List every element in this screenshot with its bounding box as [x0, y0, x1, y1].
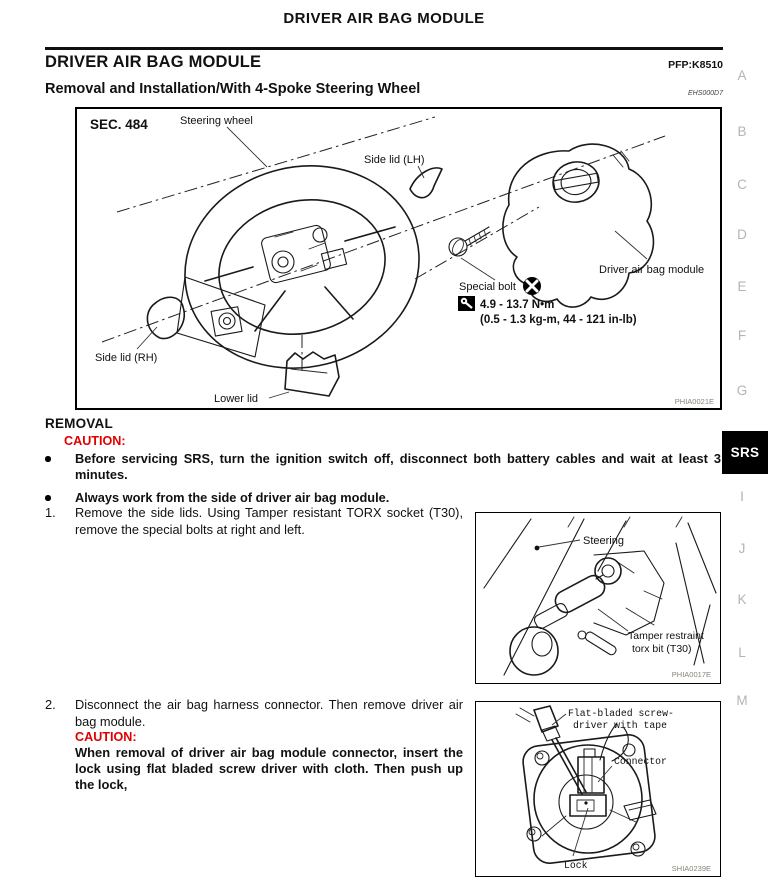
- figure-connector-lock: [475, 701, 721, 877]
- do-not-reuse-icon: [523, 277, 541, 295]
- side-lid-lh-shape: [410, 168, 442, 198]
- steering-wheel-exploded-drawing: [77, 109, 720, 408]
- margin-letter-k: K: [737, 592, 747, 607]
- hub-connector-circle: [313, 228, 327, 242]
- step-text: Remove the side lids. Using Tamper resistant TORX socket (T30), remove the special bolts at right and left.: [75, 505, 463, 537]
- corner-bolt-br-inner: [633, 844, 639, 850]
- lower-lid-detail: [291, 369, 327, 373]
- subsection-code: EHS000D7: [687, 90, 723, 97]
- hub-circle-inner: [278, 257, 288, 267]
- margin-letter-e: E: [737, 279, 747, 294]
- step-1: [45, 505, 463, 538]
- leader-connector: [598, 766, 612, 782]
- label-screwdriver-line2: driver with tape: [573, 720, 668, 731]
- small-bolt-head: [578, 631, 586, 639]
- label-connector: Connector: [614, 756, 667, 767]
- leader-side-lid-rh: [137, 327, 157, 349]
- bolt-head-slot: [450, 238, 465, 256]
- screwdriver-handle: [534, 706, 558, 732]
- screwdriver-shaft: [552, 738, 586, 794]
- bracket-hole-inner: [224, 318, 231, 325]
- margin-letter-j: J: [738, 541, 746, 556]
- bracket-hole: [211, 307, 242, 336]
- module-back-plate: [521, 733, 656, 865]
- label-side-lid-rh: Side lid (RH): [95, 352, 158, 364]
- subsection-header-row: [45, 81, 723, 97]
- hub-circle: [272, 251, 294, 273]
- leader-special-bolt: [461, 258, 495, 280]
- section-header-row: [45, 53, 723, 72]
- bit-head-outer: [595, 558, 621, 584]
- margin-letter-a: A: [737, 68, 747, 83]
- figure-steering-wheel-exploded: [75, 107, 722, 410]
- list-item: [45, 490, 721, 506]
- wheel-rim-outer: [163, 141, 440, 392]
- label-side-lid-lh: Side lid (LH): [364, 154, 425, 166]
- header-rule: [45, 47, 723, 50]
- label-screwdriver-line1: Flat-bladed screw-: [568, 708, 674, 719]
- label-lock: Lock: [564, 860, 588, 871]
- margin-letter-d: D: [737, 227, 747, 242]
- margin-letter-m: M: [736, 693, 748, 708]
- connector-nub: [584, 749, 595, 757]
- leader-torx-bit: [598, 609, 628, 631]
- extension-shaft: [533, 602, 570, 630]
- torx-bit-drawing: [476, 513, 719, 682]
- caution-bullet-list: [45, 451, 721, 513]
- label-driver-air-bag-module: Driver air bag module: [599, 264, 705, 276]
- list-item: [45, 451, 721, 483]
- leader-steering: [539, 540, 580, 547]
- lock-dot: [584, 801, 587, 804]
- step-2: [45, 697, 463, 730]
- torque-wrench-icon: [458, 296, 475, 311]
- srs-section-tab: SRS: [722, 431, 768, 474]
- wheel-spokes: [205, 227, 395, 331]
- module-emblem-inner: [559, 167, 593, 197]
- extension-barrel: [552, 572, 608, 616]
- margin-letter-f: F: [737, 328, 747, 343]
- caution-label-2: CAUTION:: [75, 730, 137, 744]
- leader-module: [615, 231, 647, 259]
- axis-line-lower: [102, 136, 665, 342]
- figure-torx-bit: [475, 512, 721, 684]
- corner-bolt-tl-inner: [537, 753, 543, 759]
- gear-housing: [594, 551, 664, 635]
- connector-lock-drawing: [476, 702, 719, 875]
- bracket-hole-circle: [219, 313, 235, 329]
- side-tab-line: [629, 805, 651, 810]
- step-number: 1.: [45, 505, 56, 520]
- figure2-code: PHIA0017E: [671, 670, 711, 679]
- caution-label-1: CAUTION:: [64, 434, 126, 448]
- module-emblem-bar: [553, 173, 598, 190]
- leader-steering-wheel: [227, 127, 267, 167]
- label-steering: Steering: [583, 535, 624, 547]
- margin-letter-g: G: [736, 383, 748, 398]
- label-steering-wheel: Steering wheel: [180, 115, 253, 127]
- bullet-text: Always work from the side of driver air bag module.: [75, 490, 390, 505]
- label-tamper-restraint: Tamper restraint: [628, 630, 704, 642]
- label-torque-nm: 4.9 - 13.7 N•m: [480, 299, 555, 311]
- figure3-code: SHIA0239E: [671, 864, 711, 873]
- bit-head-inner: [602, 565, 614, 577]
- lower-lid-shape: [285, 352, 339, 396]
- lock-body: [570, 795, 606, 816]
- label-special-bolt: Special bolt: [459, 281, 516, 293]
- page-title: DRIVER AIR BAG MODULE: [283, 10, 485, 27]
- bullet-icon: [45, 490, 75, 506]
- margin-letter-l: L: [738, 645, 746, 660]
- section-title: DRIVER AIR BAG MODULE: [45, 53, 262, 71]
- figure1-code: PHIA0021E: [674, 397, 714, 406]
- label-torque-alt: (0.5 - 1.3 kg-m, 44 - 121 in-lb): [480, 314, 637, 326]
- bullet-icon: [45, 451, 75, 483]
- margin-letter-b: B: [737, 124, 747, 139]
- caution-text-2: When removal of driver air bag module connector, insert the lock using flat bladed screw driver with cloth. Then push up the lock,: [75, 745, 463, 792]
- module-emblem-outer: [550, 158, 602, 205]
- step-number: 2.: [45, 697, 56, 712]
- hub-connector-box: [321, 249, 346, 270]
- step-text: Disconnect the air bag harness connector. Then remove driver air bag module.: [75, 697, 463, 729]
- bullet-text: Before servicing SRS, turn the ignition switch off, disconnect both battery cables and wait at least 3 minutes.: [75, 451, 721, 482]
- label-torx-bit: torx bit (T30): [632, 643, 692, 655]
- margin-letter-i: I: [740, 489, 744, 504]
- pfp-code: PFP:K8510: [668, 59, 723, 71]
- removal-heading: REMOVAL: [45, 416, 113, 431]
- margin-letter-c: C: [737, 177, 747, 192]
- harness-wire: [516, 708, 534, 722]
- leader-lower-lid: [269, 392, 289, 398]
- subsection-title: Removal and Installation/With 4-Spoke Steering Wheel: [45, 81, 421, 97]
- sec-label: SEC. 484: [90, 117, 148, 132]
- small-bolt: [584, 631, 618, 657]
- plate-detail-lines: [542, 810, 636, 836]
- steering-hub-hole: [532, 632, 552, 656]
- steering-pointer-dot: [535, 546, 540, 551]
- label-lower-lid: Lower lid: [214, 393, 259, 405]
